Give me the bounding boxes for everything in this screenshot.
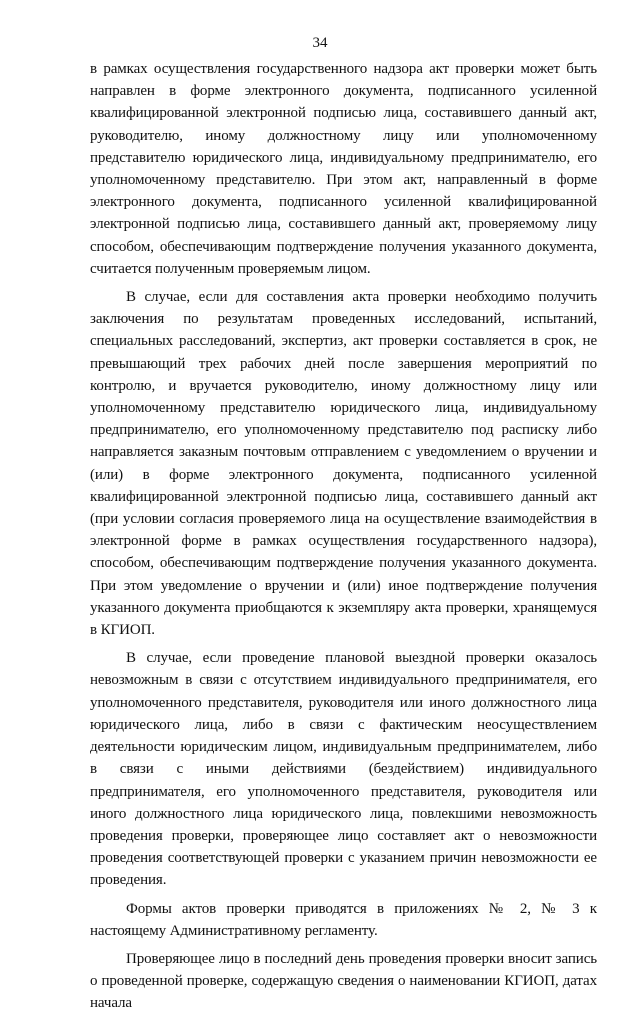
document-body bbox=[90, 58, 597, 1015]
page-number: 34 bbox=[312, 35, 328, 51]
paragraph-inspection-record: Проверяющее лицо в последний день проведения проверки вносит запись о проведенной проверке, содержащую сведения о наименовании КГИОП, датах начала bbox=[90, 950, 597, 1012]
paragraph-act-forms: Формы актов проверки приводятся в приложениях № 2, № 3 к настоящему Административному регламенту. bbox=[90, 900, 597, 939]
paragraph-act-electronic-form: в рамках осуществления государственного надзора акт проверки может быть направлен в форме электронного документа, подписанного усиленной квалифицированной электронной подписью лица, составившего данный акт, руководителю, иному должностному лицу или уполномоченному представителю юридического лица, индивидуальному предпринимателю, его уполномоченному представителю. При этом акт, направленный в форме электронного документа, подписанного усиленной квалифицированной электронной подписью лица, составившего данный акт, проверяемому лицу способом, обеспечивающим подтверждение получения указанного документа, считается полученным проверяемым лицом. bbox=[90, 61, 597, 277]
paragraph-inspection-impossible: В случае, если проведение плановой выездной проверки оказалось невозможным в связи с отсутствием индивидуального предпринимателя, его уполномоченного представителя, руководителя или иного должностного лица юридического лица, либо в связи с фактическим неосуществлением деятельности юридическим лицом, индивидуальным предпринимателем, либо в связи с иными действиями (бездействием) индивидуального предпринимателя, его уполномоченного представителя, руководителя или иного должностного лица юридического лица, повлекшими невозможность проведения проверки, проверяющее лицо составляет акт о невозможности проведения соответствующей проверки с указанием причин невозможности ее проведения. bbox=[90, 650, 597, 889]
paragraph-act-after-expertise: В случае, если для составления акта проверки необходимо получить заключения по результатам проведенных исследований, испытаний, специальных расследований, экспертиз, акт проверки составляется в срок, не превышающий трех рабочих дней после завершения мероприятий по контролю, и вручается руководителю, иному должностному лицу или уполномоченному представителю юридического лица, индивидуальному предпринимателю, его уполномоченному представителю под расписку либо направляется заказным почтовым отправлением с уведомлением о вручении и (или) в форме электронного документа, подписанного усиленной квалифицированной электронной подписью лица, составившего данный акт (при условии согласия проверяемого лица на осуществление взаимодействия в электронной форме в рамках осуществления государственного надзора), способом, обеспечивающим подтверждение получения указанного документа. При этом уведомление о вручении и (или) иное подтверждение получения указанного документа приобщаются к экземпляру акта проверки, хранящемуся в КГИОП. bbox=[90, 289, 597, 639]
